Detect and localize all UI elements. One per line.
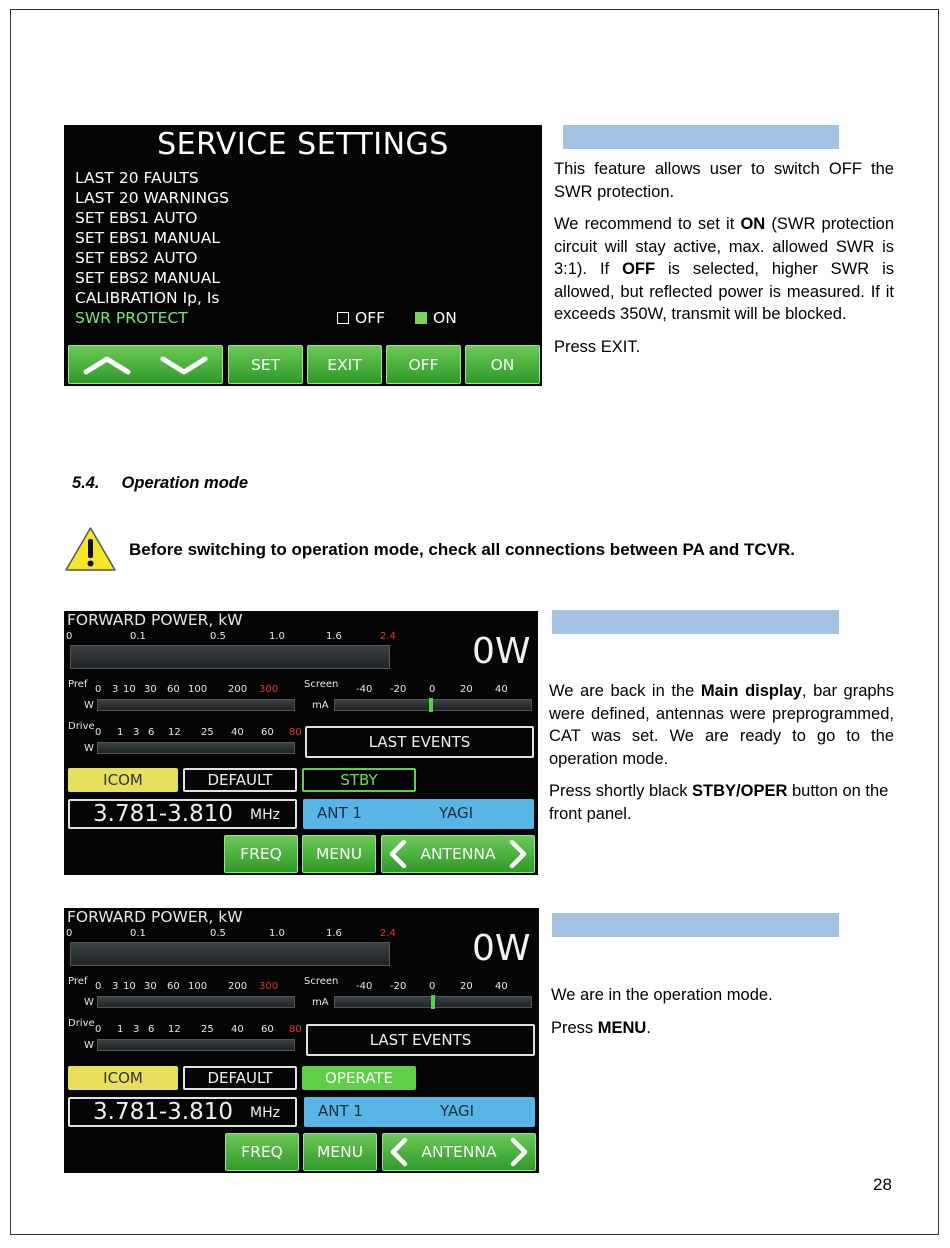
screen-tick: -40 [356, 981, 373, 992]
drive-label: Drive [68, 1018, 95, 1029]
main-display-standby-screenshot [64, 611, 538, 875]
chevron-right-icon[interactable] [509, 1137, 529, 1167]
drive-unit: W [84, 743, 94, 754]
swr-description [554, 158, 894, 368]
swr-paragraph-2: We recommend to set it ON (SWR protection circuit will stay active, max. allowed SWR is 3:1). If OFF is selected, higher SWR is allowed, but reflected power is measured. If it exceeds 350W, transmit will be blocked. [554, 215, 895, 323]
checkbox-off[interactable] [337, 312, 349, 324]
menu-item-calibration[interactable]: CALIBRATION Ip, Is [75, 289, 220, 307]
menu-item-swr-protect[interactable]: SWR PROTECT [75, 309, 188, 327]
highlight-bar-1 [563, 125, 839, 149]
pref-tick: 30 [144, 981, 157, 992]
highlight-bar-2 [552, 610, 839, 634]
freq-unit: MHz [250, 1105, 280, 1121]
main-display-paragraph-2: Press shortly black STBY/OPER button on the front panel. [549, 782, 889, 823]
pref-tick: 60 [167, 684, 180, 695]
pref-tick: 30 [144, 684, 157, 695]
watts-readout: 0W [472, 928, 531, 969]
swr-off-option[interactable] [337, 309, 385, 327]
pref-tick: 0 [95, 981, 102, 992]
forward-power-title: FORWARD POWER, kW [67, 908, 243, 926]
operate-paragraph-2: Press MENU. [551, 1018, 651, 1037]
fwd-tick: 0 [66, 928, 73, 939]
drive-tick: 60 [261, 727, 274, 738]
screen-tick: 0 [429, 684, 436, 695]
page-number: 28 [873, 1175, 892, 1194]
swr-off-label: OFF [355, 309, 386, 327]
drive-tick: 12 [168, 1024, 181, 1035]
drive-bar [97, 742, 295, 754]
screen-tick: 40 [495, 981, 508, 992]
screen-unit: mA [312, 997, 329, 1008]
watts-readout: 0W [472, 631, 531, 672]
screen-label: Screen [304, 679, 339, 690]
antenna-button-label: ANTENNA [421, 1143, 497, 1161]
stby-button[interactable]: STBY [302, 768, 416, 792]
pref-tick: 100 [188, 684, 208, 695]
forward-power-title: FORWARD POWER, kW [67, 611, 243, 629]
pref-tick: 100 [188, 981, 208, 992]
antenna-number: ANT 1 [317, 804, 362, 822]
pref-tick: 3 [112, 981, 119, 992]
highlight-bar-3 [552, 913, 839, 937]
swr-paragraph-3: Press EXIT. [554, 337, 641, 356]
fwd-tick-max: 2.4 [380, 928, 396, 939]
chevron-right-icon[interactable] [508, 839, 528, 869]
drive-tick: 25 [201, 1024, 214, 1035]
screen-tick: 20 [460, 684, 473, 695]
drive-tick: 1 [117, 727, 124, 738]
main-display-description [549, 680, 894, 835]
screen-label: Screen [304, 976, 339, 987]
drive-bar [97, 1039, 295, 1051]
pref-bar [97, 996, 295, 1008]
operate-button[interactable]: OPERATE [302, 1066, 416, 1090]
main-display-operate-screenshot [64, 908, 539, 1173]
menu-item-set-ebs1-auto[interactable]: SET EBS1 AUTO [75, 209, 198, 227]
menu-item-set-ebs2-auto[interactable]: SET EBS2 AUTO [75, 249, 198, 267]
service-settings-menu [75, 168, 229, 328]
drive-tick: 6 [148, 1024, 155, 1035]
icom-button[interactable]: ICOM [68, 768, 178, 792]
freq-button[interactable]: FREQ [224, 835, 298, 873]
freq-range: 3.781-3.810 [93, 1099, 233, 1125]
off-button[interactable]: OFF [386, 345, 461, 384]
icom-button[interactable]: ICOM [68, 1066, 178, 1090]
forward-power-bar [70, 645, 390, 669]
pref-unit: W [84, 997, 94, 1008]
swr-paragraph-1: This feature allows user to switch OFF the SWR protection. [554, 160, 894, 201]
antenna-display[interactable] [304, 1097, 535, 1127]
drive-tick: 3 [133, 1024, 140, 1035]
freq-range: 3.781-3.810 [93, 801, 233, 827]
pref-tick-max: 300 [259, 981, 279, 992]
drive-label: Drive [68, 721, 95, 732]
frequency-display[interactable] [68, 1097, 297, 1127]
scroll-buttons [68, 345, 223, 384]
last-events-button[interactable]: LAST EVENTS [305, 726, 534, 758]
chevron-up-icon[interactable] [82, 354, 132, 376]
antenna-number: ANT 1 [318, 1102, 363, 1120]
antenna-name: YAGI [440, 1102, 475, 1120]
pref-label: Pref [68, 976, 88, 987]
swr-on-option[interactable] [415, 309, 457, 327]
default-button[interactable]: DEFAULT [183, 768, 297, 792]
chevron-left-icon[interactable] [389, 1137, 409, 1167]
pref-tick: 60 [167, 981, 180, 992]
warning-icon [64, 526, 117, 572]
screen-tick: -40 [356, 684, 373, 695]
service-settings-screenshot [64, 125, 542, 386]
pref-tick: 200 [228, 684, 248, 695]
section-heading: 5.4. Operation mode [72, 474, 249, 492]
antenna-button-label: ANTENNA [420, 845, 496, 863]
antenna-display[interactable] [303, 799, 534, 829]
menu-item-set-ebs2-manual[interactable]: SET EBS2 MANUAL [75, 269, 220, 287]
drive-tick: 40 [231, 1024, 244, 1035]
fwd-tick: 0 [66, 631, 73, 642]
fwd-tick: 1.0 [269, 928, 285, 939]
drive-tick: 0 [95, 727, 102, 738]
drive-tick: 0 [95, 1024, 102, 1035]
pref-tick: 3 [112, 684, 119, 695]
pref-tick: 10 [123, 684, 136, 695]
pref-tick: 200 [228, 981, 248, 992]
screen-unit: mA [312, 700, 329, 711]
chevron-down-icon[interactable] [159, 354, 209, 376]
pref-tick-max: 300 [259, 684, 279, 695]
fwd-tick: 1.6 [326, 631, 342, 642]
service-settings-title: SERVICE SETTINGS [157, 127, 449, 162]
fwd-tick: 1.6 [326, 928, 342, 939]
antenna-name: YAGI [439, 804, 474, 822]
drive-tick: 60 [261, 1024, 274, 1035]
drive-tick: 25 [201, 727, 214, 738]
menu-item-last-20-faults[interactable]: LAST 20 FAULTS [75, 169, 199, 187]
freq-button[interactable]: FREQ [225, 1133, 299, 1171]
forward-power-bar [70, 942, 390, 966]
screen-indicator [429, 698, 433, 712]
operate-paragraph-1: We are in the operation mode. [551, 986, 773, 1004]
exit-button[interactable]: EXIT [307, 345, 382, 384]
screen-tick: -20 [390, 981, 407, 992]
menu-button[interactable]: MENU [303, 1133, 377, 1171]
fwd-tick: 1.0 [269, 631, 285, 642]
screen-tick: -20 [390, 684, 407, 695]
pref-tick: 10 [123, 981, 136, 992]
drive-tick-max: 80 [289, 727, 302, 738]
screen-tick: 20 [460, 981, 473, 992]
chevron-left-icon[interactable] [388, 839, 408, 869]
screen-indicator [431, 995, 435, 1009]
menu-item-set-ebs1-manual[interactable]: SET EBS1 MANUAL [75, 229, 220, 247]
menu-item-last-20-warnings[interactable]: LAST 20 WARNINGS [75, 189, 229, 207]
screen-tick: 0 [429, 981, 436, 992]
last-events-button[interactable]: LAST EVENTS [306, 1024, 535, 1056]
drive-tick: 3 [133, 727, 140, 738]
drive-tick: 12 [168, 727, 181, 738]
checkbox-on[interactable] [415, 312, 427, 324]
screen-tick: 40 [495, 684, 508, 695]
drive-tick: 1 [117, 1024, 124, 1035]
fwd-tick: 0.1 [130, 631, 146, 642]
fwd-tick: 0.1 [130, 928, 146, 939]
freq-unit: MHz [250, 807, 280, 823]
drive-tick: 40 [231, 727, 244, 738]
drive-tick: 6 [148, 727, 155, 738]
on-button[interactable]: ON [465, 345, 540, 384]
fwd-tick: 0.5 [210, 928, 226, 939]
swr-on-label: ON [433, 309, 457, 327]
drive-unit: W [84, 1040, 94, 1051]
main-display-paragraph-1: We are back in the Main display, bar graphs were defined, antennas were preprogrammed, CAT was set. We are ready to go to the operation mode. [549, 682, 894, 768]
operate-description [551, 984, 896, 1049]
set-button[interactable]: SET [228, 345, 303, 384]
pref-unit: W [84, 700, 94, 711]
frequency-display[interactable] [68, 799, 297, 829]
antenna-button[interactable] [382, 1133, 536, 1171]
drive-tick-max: 80 [289, 1024, 302, 1035]
fwd-tick: 0.5 [210, 631, 226, 642]
default-button[interactable]: DEFAULT [183, 1066, 297, 1090]
fwd-tick-max: 2.4 [380, 631, 396, 642]
menu-button[interactable]: MENU [302, 835, 376, 873]
antenna-button[interactable] [381, 835, 535, 873]
warning-text: Before switching to operation mode, check all connections between PA and TCVR. [129, 540, 795, 559]
pref-tick: 0 [95, 684, 102, 695]
pref-label: Pref [68, 679, 88, 690]
pref-bar [97, 699, 295, 711]
screen-bar [334, 699, 532, 711]
